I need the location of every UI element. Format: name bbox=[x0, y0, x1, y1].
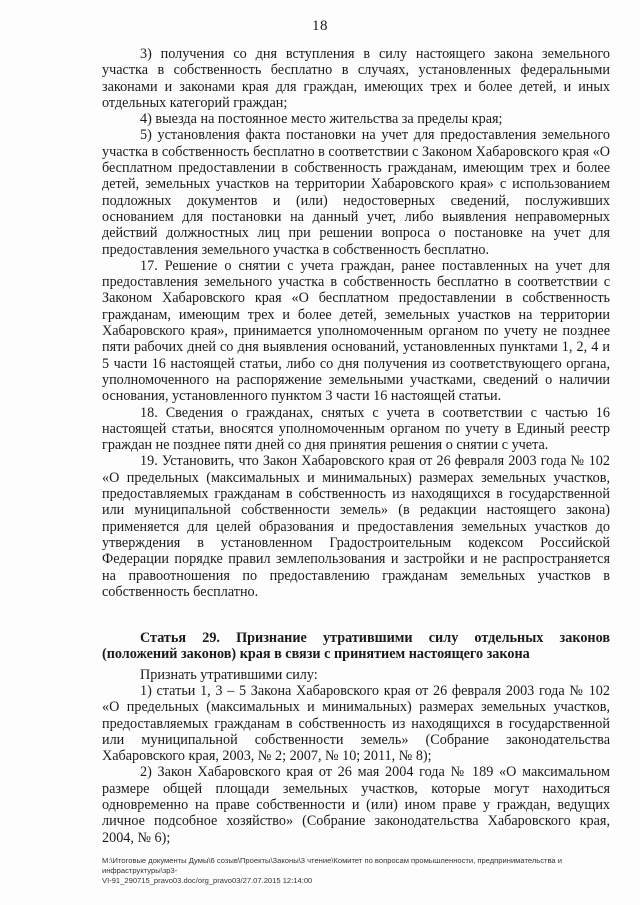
document-body bbox=[102, 46, 610, 846]
page-number: 18 bbox=[312, 18, 328, 34]
article-29-heading: Статья 29. Признание утратившими силу отдельных законов (положений законов) края в связи с принятием настоящего закона bbox=[102, 630, 610, 663]
article-29-item-2: 2) Закон Хабаровского края от 26 мая 2004 года № 189 «О максимальном размере общей площади земельных участков, которые могут находиться одновременно на праве собственности и (или) ином праве у граждан, ведущих личное подсобное хозяйство» (Собрание законодательства Хабаровского края, 2004, № 6); bbox=[102, 764, 610, 846]
paragraph-item-4: 4) выезда на постоянное место жительства за пределы края; bbox=[140, 111, 503, 128]
file-path-footer bbox=[102, 856, 612, 886]
footer-path-line: M:\Итоговые документы Думы\6 созыв\Проекты\Законы\3 чтение\Комитет по вопросам промышленности, предпринимательства и инфраструктуры\зр3- bbox=[102, 856, 563, 875]
article-29-item-1: 1) статьи 1, 3 – 5 Закона Хабаровского края от 26 февраля 2003 года № 102 «О предельных (максимальных и минимальных) размерах земельных участков, предоставляемых гражданам в собственность из находящихся в государственной или муниципальной собственности земель» (Собрание законодательства Хабаровского края, 2003, № 2; 2007, № 10; 2011, № 8); bbox=[102, 682, 610, 765]
paragraph-clause-18: 18. Сведения о гражданах, снятых с учета в соответствии с частью 16 настоящей статьи, вносятся уполномоченным органом по учету в Единый реестр граждан не позднее пяти дней со дня принятия решения о снятии с учета. bbox=[102, 404, 610, 454]
article-29-intro: Признать утратившими силу: bbox=[140, 666, 318, 683]
paragraph-clause-17: 17. Решение о снятии с учета граждан, ранее поставленных на учет для предоставления земельного участка в собственность бесплатно в соответствии с Законом Хабаровского края «О бесплатном предоставлении в собственность гражданам, имеющим трех и более детей, земельных участков на территории Хабаровского края», принимается уполномоченным органом по учету не позднее пяти рабочих дней со дня выявления оснований, установленных пунктами 1, 2, 4 и 5 части 16 настоящей статьи, либо со дня получения из соответствующего органа, уполномоченного на распоряжение земельными участками, сведений о наличии основания, установленного пунктом 3 части 16 настоящей статьи. bbox=[102, 257, 610, 405]
paragraph-item-3: 3) получения со дня вступления в силу настоящего закона земельного участка в собственность бесплатно в случаях, установленных федеральными законами и законами края для граждан, имеющих трех и более детей, и иных отдельных категорий граждан; bbox=[102, 46, 610, 111]
paragraph-item-5: 5) установления факта постановки на учет для предоставления земельного участка в собственность бесплатно в соответствии с Законом Хабаровского края «О бесплатном предоставлении в собственность гражданам, имеющим трех и более детей, земельных участков на территории Хабаровского края» с использованием подложных документов и (или) недостоверных сведений, послуживших основанием для постановки на данный учет, либо выявления неправомерных действий должностных лиц при решении вопроса о постановке на учет для предоставления земельного участка в собственность бесплатно. bbox=[102, 127, 610, 258]
paragraph-clause-19: 19. Установить, что Закон Хабаровского края от 26 февраля 2003 года № 102 «О предельных (максимальных и минимальных) размерах земельных участков, предоставляемых гражданам в собственность из находящихся в государственной или муниципальной собственности земель» (в редакции настоящего закона) применяется для целей образования и предоставления земельных участков до утверждения в установленном Градостроительным кодексом Российской Федерации порядке правил землепользования и застройки и не распространяется на правоотношения по предоставлению гражданам земельных участков в собственность бесплатно. bbox=[102, 453, 610, 600]
footer-file-line: VI-91_290715_pravo03.doc/org_pravo03/27.07.2015 12:14:00 bbox=[102, 876, 313, 885]
